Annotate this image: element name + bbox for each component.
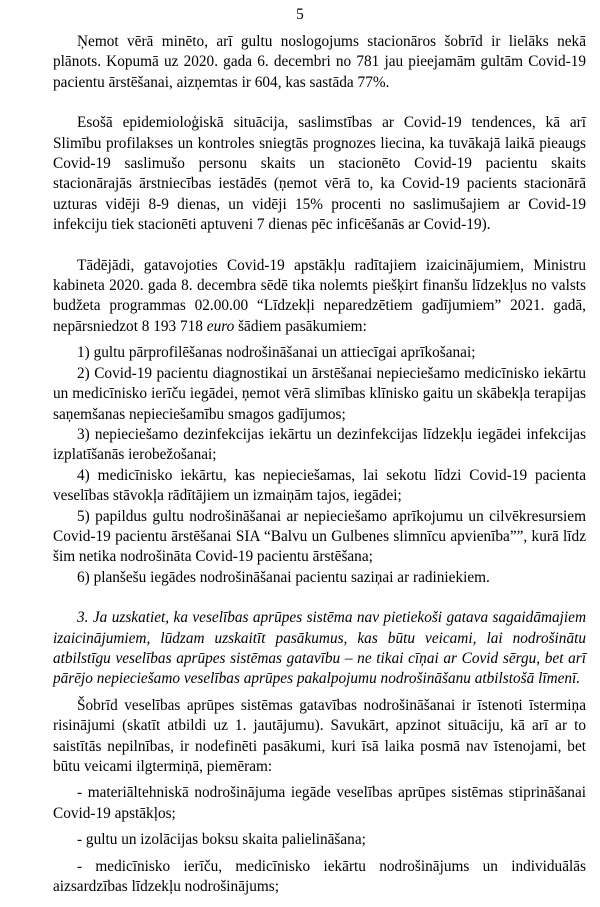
- measure-item: - medicīnisko ierīču, medicīnisko iekārtu nodrošinājums un individuālās aizsardzības līdzekļu nodrošinājums;: [53, 857, 586, 896]
- paragraph-cabinet-decision: [53, 256, 586, 338]
- list-item: 3) nepieciešamo dezinfekcijas iekārtu un dezinfekcijas līdzekļu iegādei infekcijas izplatīšanās ierobežošanai;: [53, 425, 586, 464]
- page-number: 5: [296, 6, 304, 23]
- list-item: 4) medicīnisko iekārtu, kas nepieciešamas, lai sekotu līdzi Covid-19 pacienta veselības stāvokļa rādītājiem un izmaiņām tajos, iegādei;: [53, 466, 586, 505]
- list-item: 5) papildus gultu nodrošināšanai ar nepieciešamo aprīkojumu un cilvēkresursiem Covid-19 pacientu ārstēšanai SIA “Balvu un Gulbenes slimnīcu apvienība””, kurā līdz šim netika nodrošināta Covid-19 pacientu ārstēšana;: [53, 507, 586, 566]
- measure-item: - gultu un izolācijas boksu skaita palielināšana;: [77, 831, 366, 849]
- question-3: 3. Ja uzskatiet, ka veselības aprūpes sistēma nav pietiekoši gatava sagaidāmajiem izaicinājumiem, lūdzam uzskaitīt pasākumus, kas būtu veicami, lai nodrošinātu atbilstīgu veselības aprūpes sistēmas gatavību – ne tikai cīņai ar Covid sērgu, bet arī pārējo nepieciešamo veselības aprūpes pakalpojumu nodrošināšanu atbilstošā līmenī.: [53, 609, 586, 688]
- list-item: 6) planšešu iegādes nodrošināšanai pacientu saziņai ar radiniekiem.: [77, 568, 490, 586]
- answer-paragraph: Šobrīd veselības aprūpes sistēmas gatavības nodrošināšanai ir īstenoti īstermiņa risinājumi (skatīt atbildi uz 1. jautājumu). Savukārt, apzinot situāciju, kā arī ar to saistītās nepilnības, ir nodefinēti pasākumi, kuri īsā laika posmā nav īstenojami, bet būtu veicami ilgtermiņā, piemēram:: [53, 696, 586, 775]
- paragraph-cabinet-decision-text: Tādējādi, gatavojoties Covid-19 apstākļu radītajiem izaicinājumiem, Ministru kabineta 2020. gada 8. decembra sēdē tika nolemts piešķirt finanšu līdzekļus no valsts budžeta programmas 02.00.00 “Līdzekļi neparedzētiem gadījumiem” 2021. gadā, nepārsniedzot 8 193 718: [53, 256, 586, 335]
- list-item: 1) gultu pārprofilēšanas nodrošināšanai un attiecīgai aprīkošanai;: [77, 344, 476, 362]
- document-body: [53, 32, 586, 897]
- measure-item: - materiāltehniskā nodrošinājuma iegāde veselības aprūpes sistēmas stiprināšanai Covid-19 apstākļos;: [53, 784, 586, 822]
- paragraph-cabinet-decision-tail: šādiem pasākumiem:: [238, 317, 367, 335]
- list-item: 2) Covid-19 pacientu diagnostikai un ārstēšanai nepieciešamo medicīnisko iekārtu un medicīnisko ierīču iegādei, ņemot vērā slimības klīnisko gaitu un skābekļa terapijas saņemšanas nepieciešamību smagos gadījumos;: [53, 364, 586, 423]
- paragraph-epidemiological-situation: Esošā epidemioloģiskā situācija, saslimstības ar Covid-19 tendences, kā arī Slimību profilakses un kontroles sniegtās prognozes liecina, ka tuvākajā laikā pieaugs Covid-19 saslimušo personu skaits un stacionēto Covid-19 pacientu skaits stacionārajās ārstniecības iestādēs (ņemot vērā to, ka Covid-19 pacients stacionārā uzturas vidēji 8-9 dienas, un vidēji 15% procenti no saslimušajiem ar Covid-19 infekciju tiek stacionēti aptuveni 7 dienas pēc inficēšanās ar Covid-19).: [53, 114, 586, 234]
- paragraph-bed-occupancy: Ņemot vērā minēto, arī gultu noslogojums stacionāros šobrīd ir lielāks nekā plānots. Kopumā uz 2020. gada 6. decembri no 781 jau pieejamām gultām Covid-19 pacientu ārstēšanai, aizņemtas ir 604, kas sastāda 77%.: [53, 33, 586, 91]
- euro-word: euro: [206, 317, 235, 335]
